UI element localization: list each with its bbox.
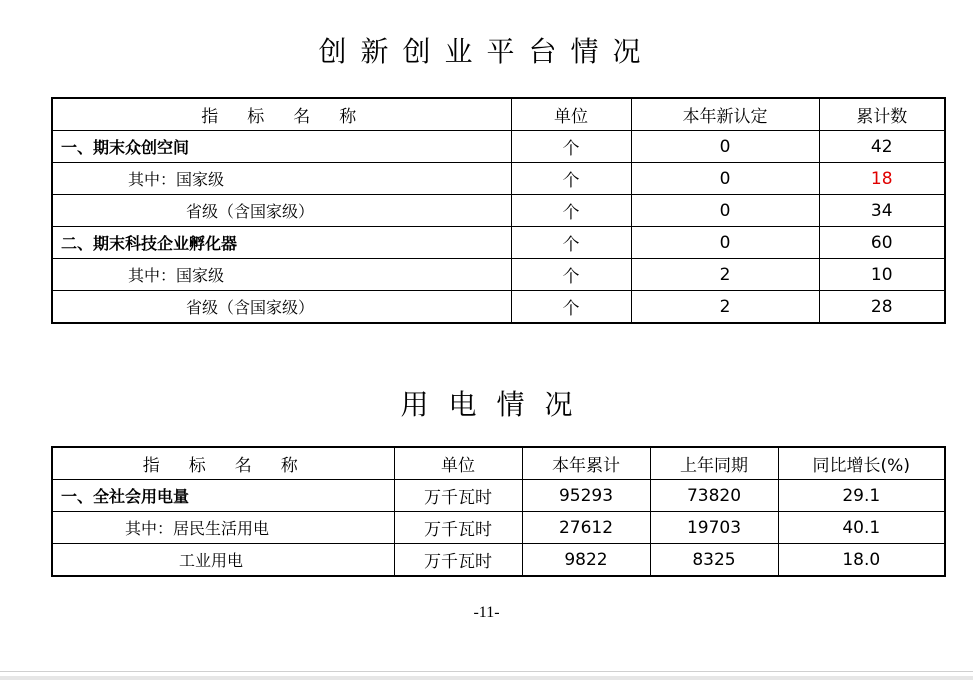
row-total: 42 (819, 131, 945, 163)
row-current: 95293 (522, 480, 650, 512)
row-name: 其中：国家级 (52, 259, 511, 291)
header-current-cumulative: 本年累计 (522, 447, 650, 480)
row-total: 60 (819, 227, 945, 259)
row-growth: 40.1 (778, 512, 945, 544)
electricity-usage-table (51, 446, 946, 577)
section2-title: 用电情况 (400, 388, 593, 421)
row-previous: 8325 (650, 544, 778, 577)
row-unit: 个 (511, 291, 631, 324)
header-unit: 单位 (511, 98, 631, 131)
section1-title: 创新创业平台情况 (318, 35, 655, 68)
row-previous: 73820 (650, 480, 778, 512)
row-growth: 29.1 (778, 480, 945, 512)
table-header-row (52, 447, 945, 480)
row-name: 一、期末众创空间 (52, 131, 511, 163)
row-current: 27612 (522, 512, 650, 544)
row-total: 34 (819, 195, 945, 227)
row-name: 工业用电 (52, 544, 394, 577)
row-name: 省级（含国家级） (52, 195, 511, 227)
table-row (52, 291, 945, 324)
innovation-platform-table (51, 97, 946, 324)
row-new: 0 (631, 195, 819, 227)
table-row (52, 227, 945, 259)
header-indicator-name: 指 标 名 称 (52, 447, 394, 480)
table-row (52, 131, 945, 163)
row-new: 0 (631, 227, 819, 259)
row-name: 一、全社会用电量 (52, 480, 394, 512)
page-divider (0, 671, 973, 672)
table-row (52, 512, 945, 544)
table-row (52, 259, 945, 291)
row-unit: 个 (511, 259, 631, 291)
row-growth: 18.0 (778, 544, 945, 577)
page-number: -11- (473, 604, 500, 621)
page-bottom-edge (0, 676, 973, 680)
table-row (52, 163, 945, 195)
row-name: 其中：国家级 (52, 163, 511, 195)
table-row (52, 544, 945, 577)
row-unit: 个 (511, 195, 631, 227)
row-current: 9822 (522, 544, 650, 577)
table-row (52, 480, 945, 512)
row-name: 其中：居民生活用电 (52, 512, 394, 544)
row-new: 0 (631, 131, 819, 163)
row-new: 2 (631, 259, 819, 291)
header-yoy-growth: 同比增长(%) (778, 447, 945, 480)
row-new: 0 (631, 163, 819, 195)
row-new: 2 (631, 291, 819, 324)
table-row (52, 195, 945, 227)
row-previous: 19703 (650, 512, 778, 544)
header-previous-same-period: 上年同期 (650, 447, 778, 480)
header-cumulative: 累计数 (819, 98, 945, 131)
row-unit: 万千瓦时 (394, 544, 522, 577)
row-unit: 个 (511, 163, 631, 195)
header-unit: 单位 (394, 447, 522, 480)
row-unit: 万千瓦时 (394, 512, 522, 544)
row-total: 28 (819, 291, 945, 324)
row-unit: 个 (511, 227, 631, 259)
row-unit: 万千瓦时 (394, 480, 522, 512)
header-new-this-year: 本年新认定 (631, 98, 819, 131)
header-indicator-name: 指 标 名 称 (52, 98, 511, 131)
row-name: 省级（含国家级） (52, 291, 511, 324)
table-header-row (52, 98, 945, 131)
row-unit: 个 (511, 131, 631, 163)
row-total-highlighted: 18 (819, 163, 945, 195)
row-total: 10 (819, 259, 945, 291)
row-name: 二、期末科技企业孵化器 (52, 227, 511, 259)
